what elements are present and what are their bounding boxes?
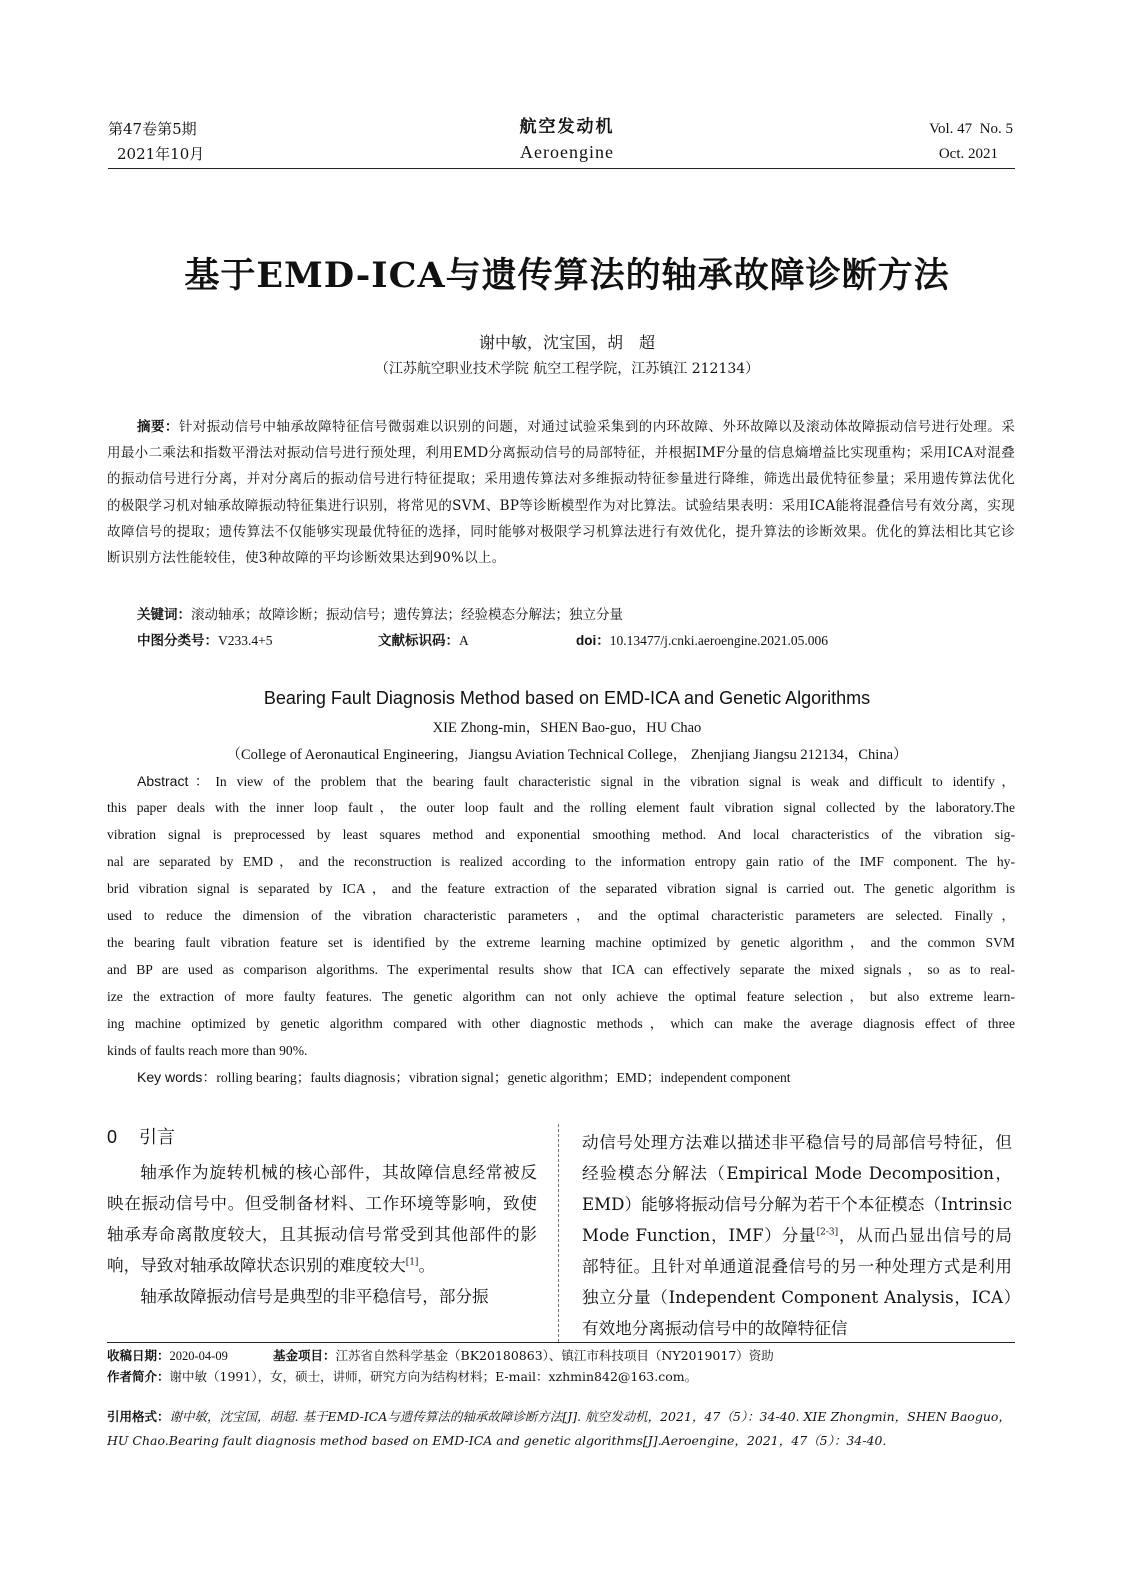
abstract-cn-label: 摘要： xyxy=(137,419,179,434)
author-bio xyxy=(107,1366,697,1388)
doi xyxy=(576,630,828,652)
body-paragraph: 轴承故障振动信号是典型的非平稳信号，部分振 xyxy=(140,1287,489,1306)
body-column-right xyxy=(582,1127,1012,1344)
clc-number xyxy=(137,630,273,652)
abstract-en-label: Abstract： xyxy=(137,773,216,789)
volume-issue-en: Vol. 47 No. 5 xyxy=(929,121,1013,137)
abstract-en-line: and BP are used as comparison algorithms. The experimental results show that ICA can effectively separate the mixed signals，so as to real- xyxy=(107,962,1015,977)
abstract-en-line: nal are separated by EMD，and the reconstruction is realized according to the information entropy gain ratio of the IMF component. The hy- xyxy=(107,854,1015,869)
keywords-cn-label: 关键词： xyxy=(137,607,191,622)
abstract-cn xyxy=(107,414,1015,571)
footnote-rule xyxy=(107,1342,1015,1343)
issue-date-cn: 2021年10月 xyxy=(117,145,205,163)
body-text: ，从而凸显出信号的局部特征。且针对单通道混叠信号的另一种处理方式是利用独立分量（Independent Component Analysis，ICA）有效地分离振动信号中的故障特征信 xyxy=(582,1226,1013,1338)
received-label: 收稿日期： xyxy=(107,1349,170,1363)
fund-info xyxy=(273,1345,774,1367)
body-paragraph xyxy=(582,1127,1012,1344)
header-rule xyxy=(108,168,1015,169)
clc-value: V233.4+5 xyxy=(218,633,273,648)
body-text: 。 xyxy=(418,1256,436,1275)
doc-value: A xyxy=(459,633,469,648)
citation-format xyxy=(107,1405,1015,1452)
paper-title-en: Bearing Fault Diagnosis Method based on EMD-ICA and Genetic Algorithms xyxy=(263,688,871,708)
column-divider xyxy=(558,1124,559,1342)
abstract-en-line: used to reduce the dimension of the vibration characteristic parameters，and the optimal characteristic parameters are selected. Finally， xyxy=(107,908,1015,923)
abstract-en-line: kinds of faults reach more than 90%. xyxy=(107,1043,308,1058)
abstract-en-line: ize the extraction of more faulty features. The genetic algorithm can not only achieve the optimal feature selection，but also extreme learn- xyxy=(107,989,1015,1004)
fund-value: 江苏省自然科学基金（BK20180863）、镇江市科技项目（NY2019017）资助 xyxy=(335,1348,774,1363)
received-date xyxy=(107,1345,228,1367)
abstract-en-line: the bearing fault vibration feature set is identified by the extreme learning machine optimized by genetic algorithm，and the common SVM xyxy=(107,935,1015,950)
keywords-cn-text: 滚动轴承；故障诊断；振动信号；遗传算法；经验模态分解法；独立分量 xyxy=(191,607,623,623)
keywords-en-text: rolling bearing；faults diagnosis；vibration signal；genetic algorithm；EMD；independent component xyxy=(216,1070,791,1085)
doc-label: 文献标识码： xyxy=(378,633,459,648)
abstract-en-line: vibration signal is preprocessed by least squares method and exponential smoothing method. And local characteristics of the vibration sig- xyxy=(107,827,1015,842)
keywords-en-label: Key words： xyxy=(137,1069,217,1085)
issue-date-en: Oct. 2021 xyxy=(938,146,998,162)
body-text: 动信号处理方法难以描述非平稳信号的局部信号特征，但经验模态分解法（Empirical Mode Decomposition，EMD）能够将振动信号分解为若干个本征模态（Intrinsic Mode Function，IMF）分量 xyxy=(582,1133,1012,1245)
abstract-en-line: this paper deals with the inner loop fault，the outer loop fault and the rolling element fault vibration signal collected by the laboratory.The xyxy=(107,800,1015,815)
document-code xyxy=(378,630,469,652)
authors-en: XIE Zhong-min，SHEN Bao-guo，HU Chao xyxy=(432,720,702,736)
doi-label: doi： xyxy=(576,633,610,648)
keywords-en xyxy=(137,1066,791,1089)
affiliation-en: （College of Aeronautical Engineering，Jiangsu Aviation Technical College， Zhenjiang Jiangsu 212134，China） xyxy=(226,747,908,763)
citation-label: 引用格式： xyxy=(107,1410,170,1424)
affiliation-cn: （江苏航空职业技术学院 航空工程学院，江苏镇江 212134） xyxy=(374,361,760,377)
abstract-en-line: brid vibration signal is separated by ICA，and the feature extraction of the separated vibration signal is carried out. The genetic algorithm is xyxy=(107,881,1015,896)
abstract-en-line: ing machine optimized by genetic algorithm compared with other diagnostic methods，which can make the average diagnosis effect of three xyxy=(107,1016,1015,1031)
author-bio-value: 谢中敏（1991），女，硕士，讲师，研究方向为结构材料；E-mail：xzhmin842@163.com。 xyxy=(169,1369,698,1384)
body-paragraph xyxy=(107,1157,537,1281)
keywords-cn xyxy=(137,604,623,626)
journal-name-en: Aeroengine xyxy=(520,142,614,162)
author-bio-label: 作者简介： xyxy=(107,1370,170,1384)
fund-label: 基金项目： xyxy=(273,1349,336,1363)
paper-title-cn: 基于EMD-ICA与遗传算法的轴承故障诊断方法 xyxy=(184,255,950,296)
body-column-left xyxy=(107,1157,537,1312)
abstract-cn-text: 针对振动信号中轴承故障特征信号微弱难以识别的问题，对通过试验采集到的内环故障、外环故障以及滚动体故障振动信号进行处理。采用最小二乘法和指数平滑法对振动信号进行预处理，利用EMD分离振动信号的局部特征，并根据IMF分量的信息熵增益比实现重构；采用ICA对混叠的振动信号进行分离，并对分离后的振动信号进行特征提取；采用遗传算法对多维振动特征参量进行降维，筛选出最优特征参量；采用遗传算法优化的极限学习机对轴承故障振动特征集进行识别，将常见的SVM、BP等诊断模型作为对比算法。试验结果表明：采用ICA能将混叠信号有效分离，实现故障信号的提取；遗传算法不仅能够实现最优特征的选择，同时能够对极限学习机算法进行有效优化，提升算法的诊断效果。优化的算法相比其它诊断识别方法性能较佳，使3种故障的平均诊断效果达到90%以上。 xyxy=(107,419,1016,567)
body-text: 轴承作为旋转机械的核心部件，其故障信息经常被反映在振动信号中。但受制备材料、工作环境等影响，致使轴承寿命离散度较大，且其振动信号常受到其他部件的影响，导致对轴承故障状态识别的难度较大 xyxy=(107,1163,537,1275)
journal-name-cn: 航空发动机 xyxy=(519,117,615,137)
received-value: 2020-04-09 xyxy=(169,1349,228,1363)
doi-value: 10.13477/j.cnki.aeroengine.2021.05.006 xyxy=(609,633,828,648)
abstract-en-text: In view of the problem that the bearing fault characteristic signal in the vibration signal is weak and difficult to identify， xyxy=(215,774,1015,789)
citation-ref: [1] xyxy=(405,1257,419,1268)
clc-label: 中图分类号： xyxy=(137,633,218,648)
citation-ref: [2-3] xyxy=(816,1227,839,1238)
citation-text: 谢中敏，沈宝国，胡超. 基于EMD-ICA与遗传算法的轴承故障诊断方法[J]. 航空发动机，2021，47（5）：34-40. XIE Zhongmin，SHEN Baoguo，HU Chao.Bearing fault diagnosis method based on EMD-ICA and genetic algorithms[J].Aeroengine，2021，47（5）：34-40. xyxy=(107,1409,1011,1448)
abstract-en-line xyxy=(137,770,1015,793)
section-heading xyxy=(107,1123,175,1149)
section-number: 0 xyxy=(107,1127,118,1147)
section-title: 引言 xyxy=(139,1127,176,1147)
volume-issue-cn: 第47卷第5期 xyxy=(108,120,197,138)
authors-cn: 谢中敏，沈宝国，胡 超 xyxy=(478,333,655,352)
